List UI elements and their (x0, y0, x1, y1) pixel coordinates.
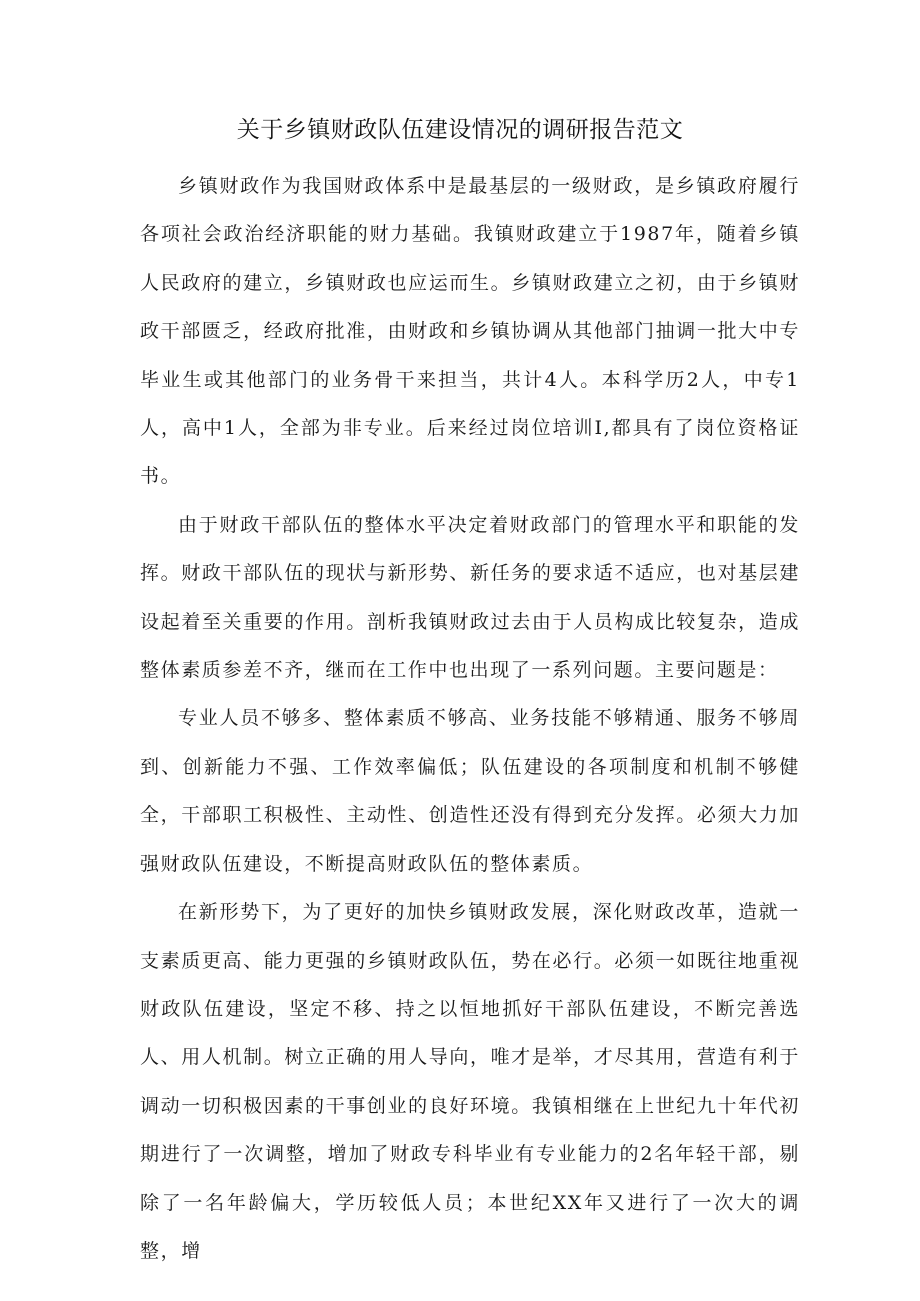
paragraph-2: 由于财政干部队伍的整体水平决定着财政部门的管理水平和职能的发挥。财政干部队伍的现状与新形势、新任务的要求适不适应，也对基层建设起着至关重要的作用。剖析我镇财政过去由于人员构成比较复杂，造成整体素质参差不齐，继而在工作中也出现了一系列问题。主要问题是： (140, 513, 800, 682)
paragraph-4: 在新形势下，为了更好的加快乡镇财政发展，深化财政改革，造就一支素质更高、能力更强的乡镇财政队伍，势在必行。必须一如既往地重视财政队伍建设，坚定不移、持之以恒地抓好干部队伍建设，不断完善选人、用人机制。树立正确的用人导向，唯才是举，才尽其用，营造有利于调动一切积极因素的干事创业的良好环境。我镇相继在上世纪九十年代初期进行了一次调整，增加了财政专科毕业有专业能力的2名年轻干部，剔除了一名年龄偏大，学历较低人员；本世纪XX年又进行了一次大的调整，增 (140, 901, 800, 1262)
document-title: 关于乡镇财政队伍建设情况的调研报告范文 (236, 117, 684, 143)
paragraph-3: 专业人员不够多、整体素质不够高、业务技能不够精通、服务不够周到、创新能力不强、工作效率偏低；队伍建设的各项制度和机制不够健全，干部职工积极性、主动性、创造性还没有得到充分发挥。必须大力加强财政队伍建设，不断提高财政队伍的整体素质。 (140, 707, 800, 875)
paragraph-1: 乡镇财政作为我国财政体系中是最基层的一级财政，是乡镇政府履行各项社会政治经济职能的财力基础。我镇财政建立于1987年，随着乡镇人民政府的建立，乡镇财政也应运而生。乡镇财政建立之初，由于乡镇财政干部匮乏，经政府批准，由财政和乡镇协调从其他部门抽调一批大中专毕业生或其他部门的业务骨干来担当，共计4人。本科学历2人，中专1人，高中1人，全部为非专业。后来经过岗位培训I,都具有了岗位资格证书。 (140, 175, 800, 488)
document-body (140, 162, 800, 1275)
